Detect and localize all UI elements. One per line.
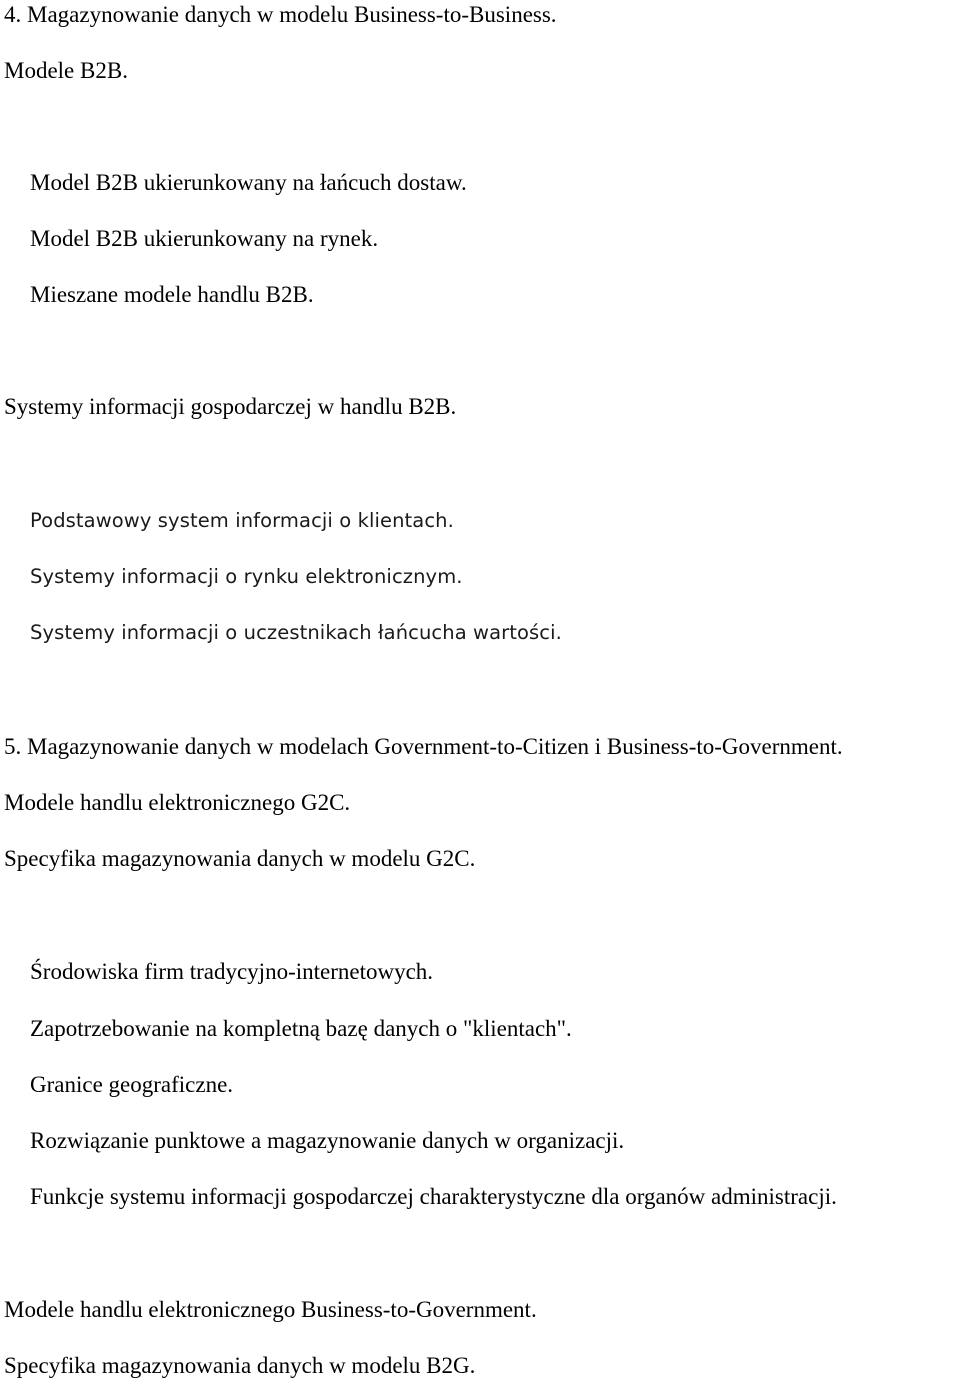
section-5-heading: 5. Magazynowanie danych w modelach Government-to-Citizen i Business-to-Government. [4, 734, 843, 759]
list-item: Model B2B ukierunkowany na łańcuch dostaw. [30, 170, 467, 195]
section-4-heading: 4. Magazynowanie danych w modelu Business-to-Business. [4, 2, 557, 27]
list-item: Model B2B ukierunkowany na rynek. [30, 226, 379, 251]
list-item: Systemy informacji o uczestnikach łańcucha wartości. [30, 621, 562, 644]
list-item: Zapotrzebowanie na kompletną bazę danych o "klientach". [30, 1016, 572, 1041]
list-item: Funkcje systemu informacji gospodarczej charakterystyczne dla organów administracji. [30, 1184, 837, 1209]
list-item: Środowiska firm tradycyjno-internetowych. [30, 959, 434, 984]
b2g-specifics-heading: Specyfika magazynowania danych w modelu B2G. [4, 1353, 476, 1378]
systems-heading: Systemy informacji gospodarczej w handlu B2B. [4, 394, 457, 419]
list-item: Rozwiązanie punktowe a magazynowanie danych w organizacji. [30, 1128, 625, 1153]
list-item: Podstawowy system informacji o klientach. [30, 509, 454, 532]
section-4-subheading: Modele B2B. [4, 58, 128, 83]
g2c-specifics-heading: Specyfika magazynowania danych w modelu G2C. [4, 846, 476, 871]
list-item: Systemy informacji o rynku elektronicznym. [30, 565, 463, 588]
list-item: Mieszane modele handlu B2B. [30, 282, 314, 307]
b2g-models-heading: Modele handlu elektronicznego Business-to-Government. [4, 1297, 537, 1322]
g2c-models-heading: Modele handlu elektronicznego G2C. [4, 790, 351, 815]
list-item: Granice geograficzne. [30, 1072, 234, 1097]
